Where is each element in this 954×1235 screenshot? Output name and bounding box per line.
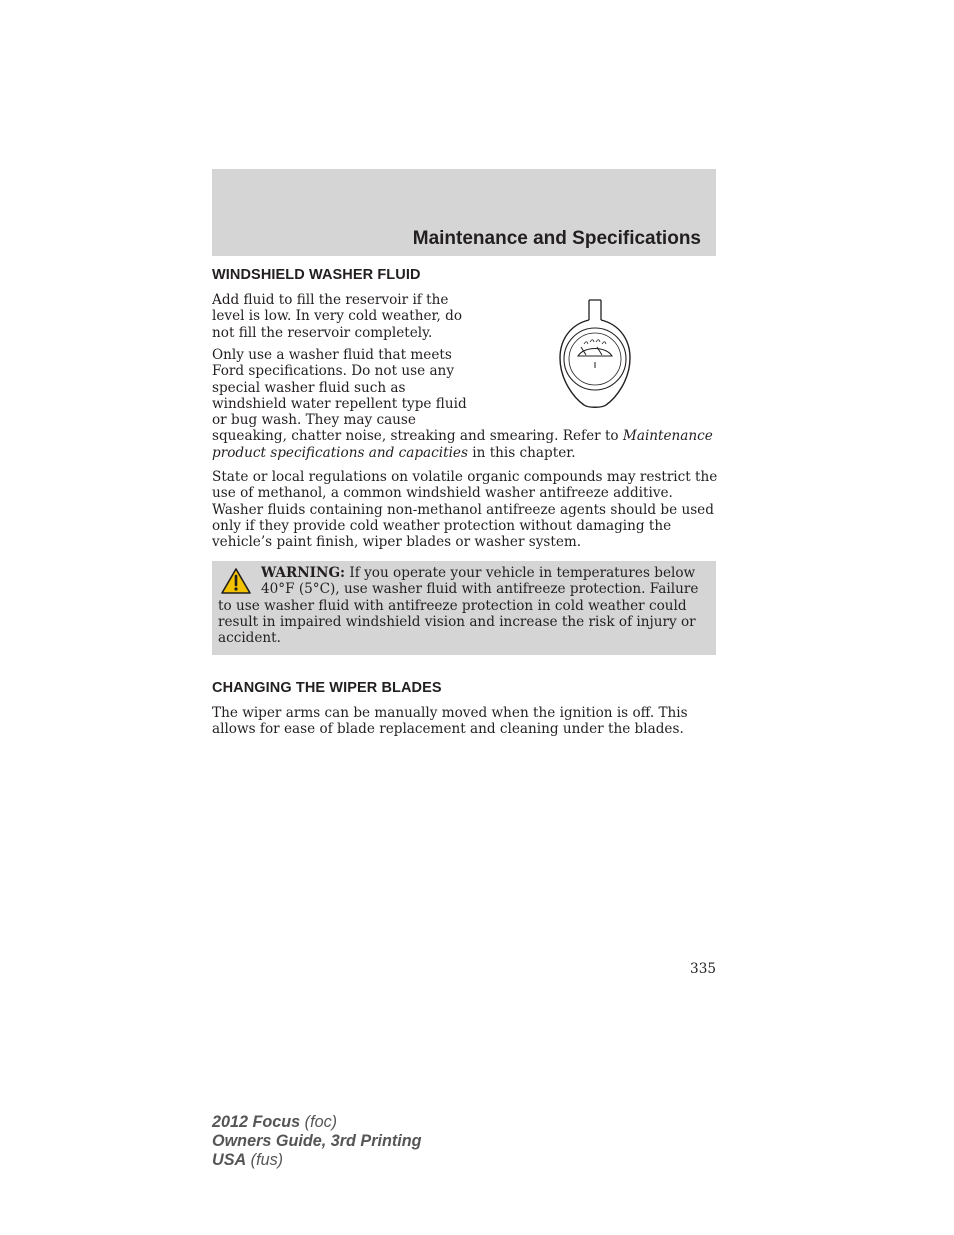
section-heading-washer-fluid: WINDSHIELD WASHER FLUID bbox=[212, 267, 421, 283]
chapter-title: Maintenance and Specifications bbox=[412, 228, 701, 249]
cross-reference-link: Maintenance bbox=[622, 428, 713, 445]
chapter-header-band bbox=[212, 169, 716, 256]
washer-fluid-paragraph-3: State or local regulations on volatile organic compounds may restrict the use of methanol, a common windshield washer antifreeze additive. Washer fluids containing non-methanol antifreeze agents should be used only if they provide cold weather protection without damaging the vehicle’s paint finish, wiper blades or washer system. bbox=[212, 469, 718, 551]
washer-fluid-paragraph-2: Only use a washer fluid that meets Ford specifications. Do not use any special washer fluid such as windshield water repellent type fluid or bug wash. They may cause squeaking, chatter noise, streaking and smearing. Refer to Maintenance product specifications and capacities in this chapter. bbox=[212, 347, 713, 461]
cross-reference-link: product specifications and capacities bbox=[212, 444, 468, 461]
warning-box bbox=[212, 561, 716, 655]
warning-label: WARNING: bbox=[261, 565, 346, 581]
document-footer: 2012 Focus (foc) Owners Guide, 3rd Printing USA (fus) bbox=[212, 1113, 422, 1169]
washer-fluid-paragraph-1: Add fluid to fill the reservoir if the level is low. In very cold weather, do not fill the reservoir completely. bbox=[212, 292, 463, 341]
washer-fluid-reservoir-cap-icon bbox=[556, 298, 634, 410]
warning-text: WARNING: If you operate your vehicle in temperatures below 40°F (5°C), use washer fluid with antifreeze protection. Failure to use washer fluid with antifreeze protection in cold weather could result in impaired windshield vision and increase the risk of injury or accident. bbox=[218, 565, 699, 647]
page-number: 335 bbox=[690, 961, 716, 977]
wiper-blades-paragraph: The wiper arms can be manually moved when the ignition is off. This allows for ease of blade replacement and cleaning under the blades. bbox=[212, 705, 688, 738]
section-heading-wiper-blades: CHANGING THE WIPER BLADES bbox=[212, 680, 442, 696]
